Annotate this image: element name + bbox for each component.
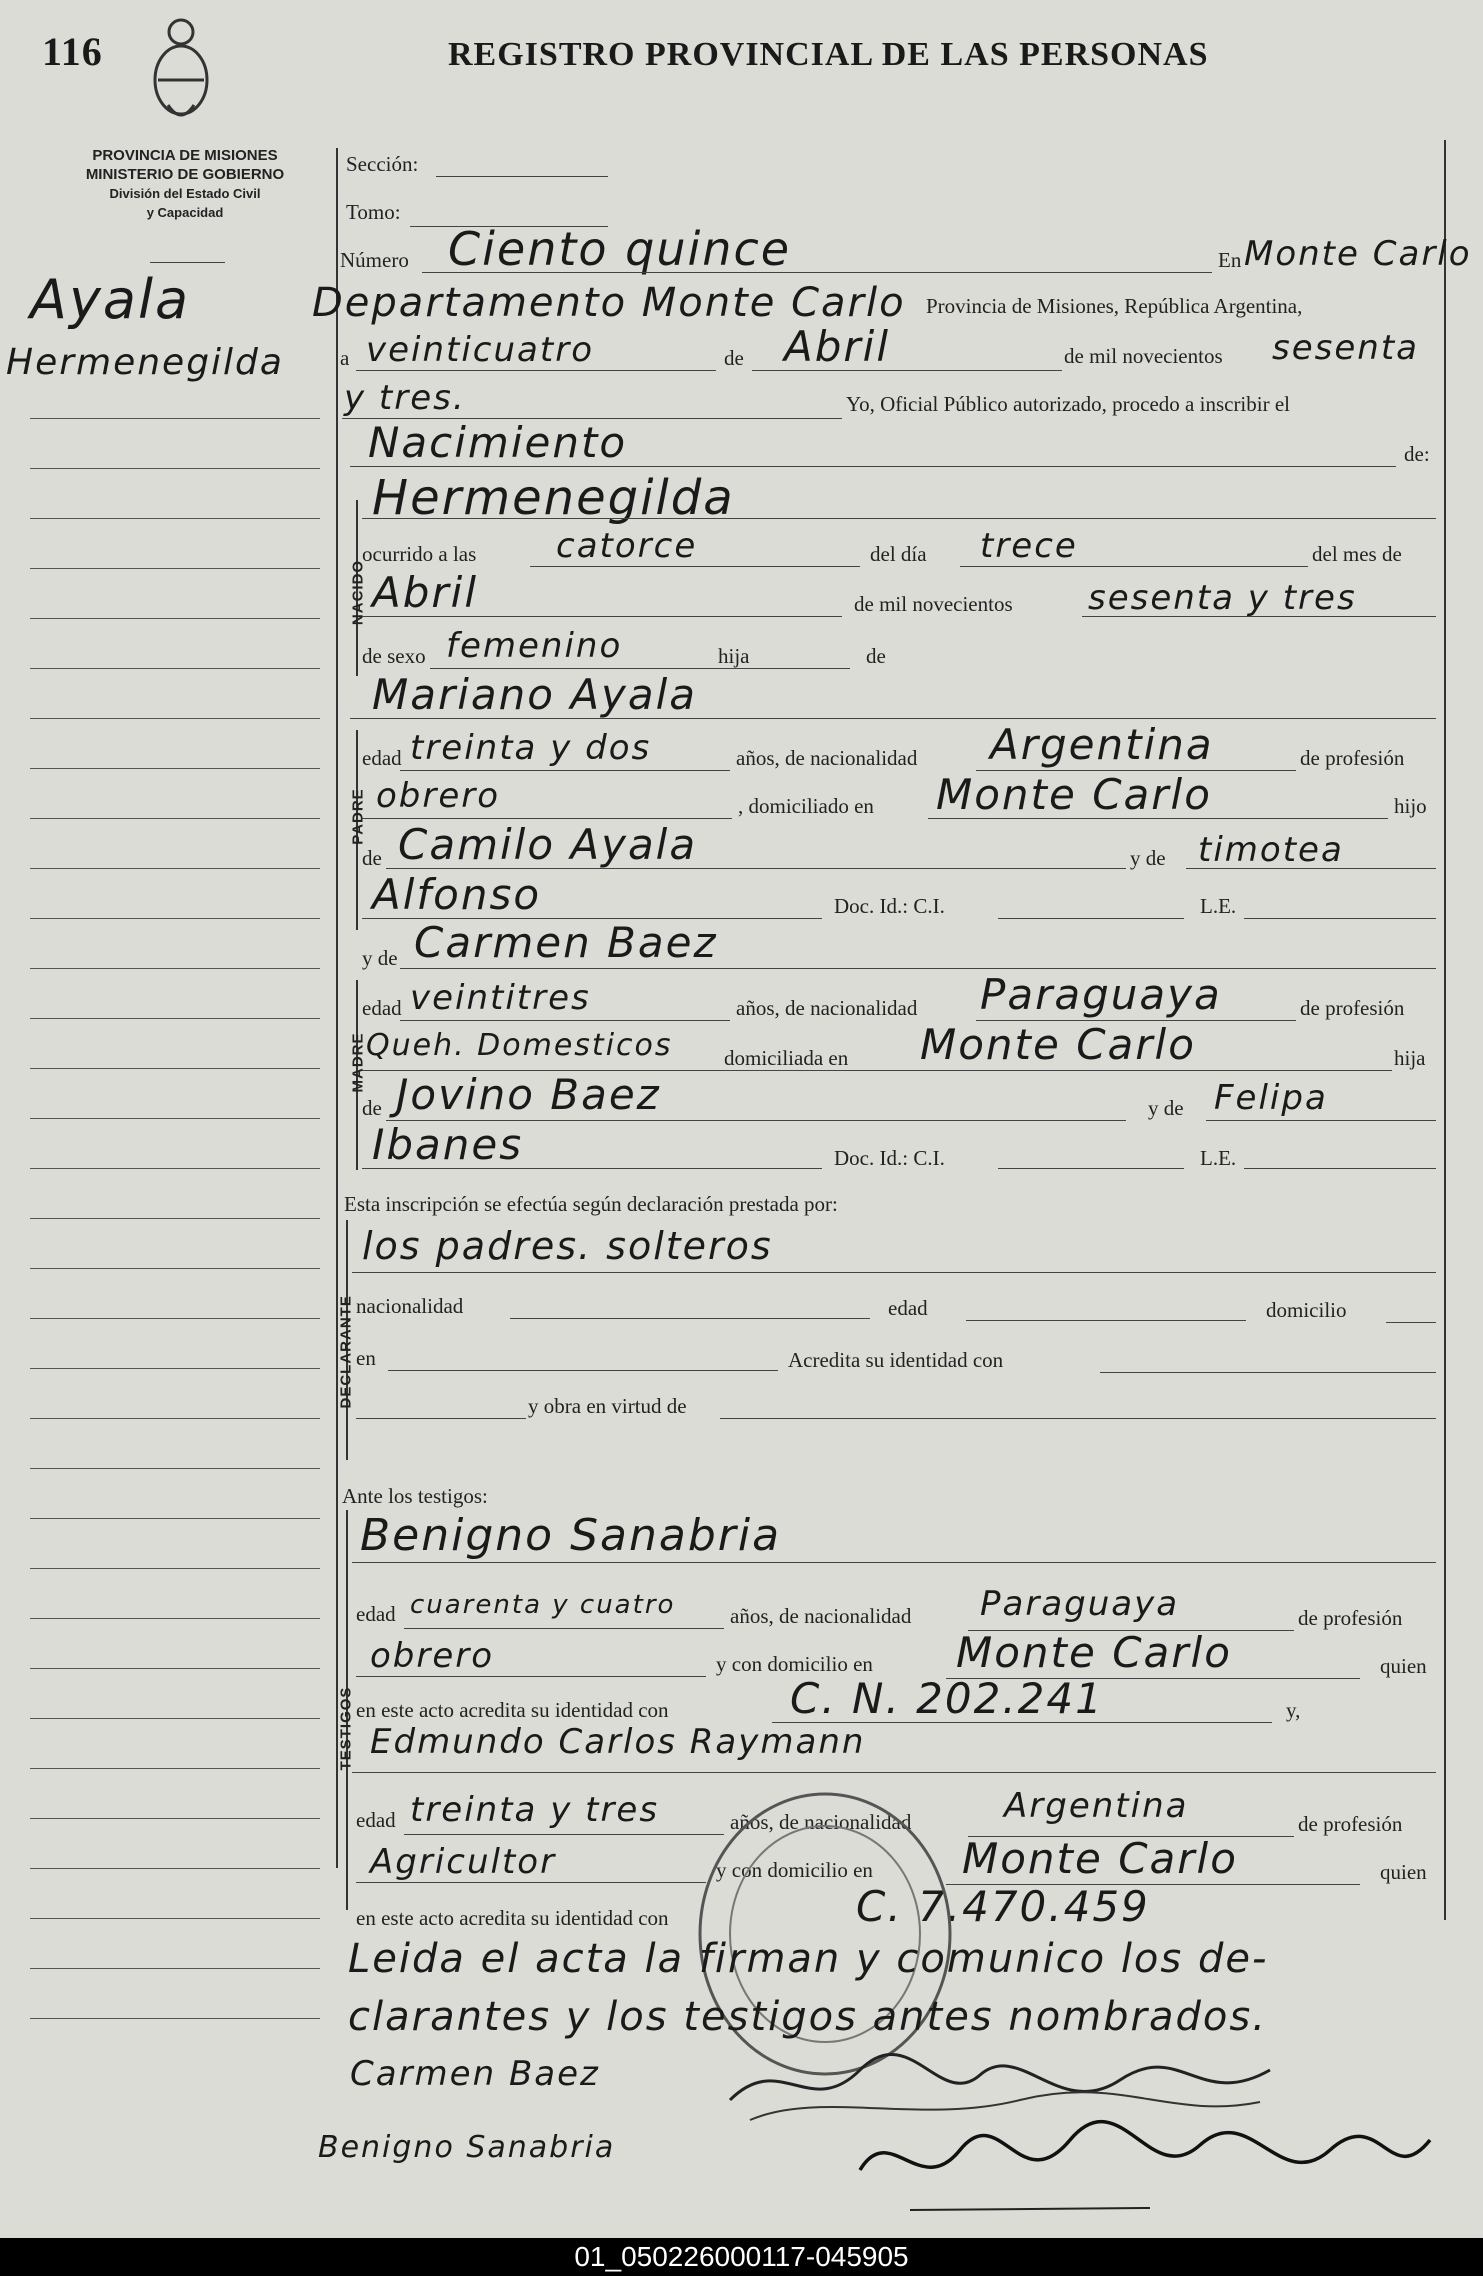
margin-ruled-line [30, 868, 320, 869]
field-madre-nac: Paraguaya [980, 970, 1222, 1019]
field-t2-prof: Agricultor [370, 1842, 557, 1882]
margin-ruled-line [30, 1418, 320, 1419]
margin-ruled-line [30, 2018, 320, 2019]
field-declarante: los padres. solteros [362, 1224, 773, 1268]
margin-ruled-line [30, 1668, 320, 1669]
margin-ruled-line [30, 818, 320, 819]
page-number: 116 [42, 29, 103, 74]
field-padre: Mariano Ayala [372, 670, 698, 719]
field-abuela-pat: timotea [1198, 830, 1344, 870]
official-signature [850, 2110, 1440, 2220]
margin-ruled-line [30, 518, 320, 519]
field-abuela-pat2: Alfonso [372, 870, 542, 919]
field-padre-edad: treinta y dos [410, 728, 652, 768]
field-testigo1: Benigno Sanabria [360, 1510, 782, 1561]
field-mes: Abril [784, 322, 890, 371]
margin-ruled-line [30, 1468, 320, 1469]
margin-ruled-line [30, 768, 320, 769]
margin-ruled-line [30, 718, 320, 719]
field-t2-doc: C. 7.470.459 [856, 1882, 1150, 1931]
field-mes-nac: Abril [372, 568, 478, 617]
field-padre-nac: Argentina [990, 720, 1214, 769]
field-madre-prof: Queh. Domesticos [366, 1028, 673, 1063]
margin-ruled-line [30, 1918, 320, 1919]
margin-ruled-line [30, 1968, 320, 1969]
field-sexo: femenino [446, 626, 623, 666]
certificate-page: 116 REGISTRO PROVINCIAL DE LAS PERSONAS PROVINCIA DE MISIONES MINISTERIO DE GOBIERNO División del Estado Civil y Capacidad Ayala Hermenegilda Sección: Tomo: Número Ciento quince En Monte Carlo Departamento Monte Carlo Provincia de Misiones, República Argentina, a veinticuatro de Abril de mil novecientos sesenta y tres. Yo, Oficial Público autorizado, procedo a inscribir el Nacimiento de: NACIDO Hermenegilda ocurrido a las catorce del día trece del mes de Abril de mil novecientos sesenta y tres de sexo femenino hija de Mariano Ayala PADRE edad treinta y dos años, de nacionalidad Argentina de profesión obrero , domiciliado en Monte Carlo hijo de Camilo Ayala y de timotea Alfonso Doc. Id.: C.I. L.E. y de Carmen Baez MADRE edad veintitres años, de nacionalidad Paraguaya de profesión Queh. Domesticos domiciliada en Monte Carlo hija de Jovino Baez y de Felipa Ibanes Doc. Id.: C.I. L.E. Esta inscripción se efectúa según declaración prestada por: DECLARANTE los padres. solteros nacionalidad edad domicilio en Acredita su identidad con y obra en virtud de Ante los testigos: TESTIGOS Benigno Sanabria edad cuarenta y cuatro años, de nacionalidad Paraguaya de profesión obrero y con domicilio en Monte Carlo quien en este acto acredita su identidad con C. N. 202.241 y, Edmundo Carlos Raymann edad treinta y tres años, de nacionalidad Argentina de profesión Agricultor y con domicilio en Monte Carlo quien en este acto acredita su identidad con C. 7.470.459 Leida el acta la firman y comunico los de- clarantes y los testigos antes nombrados. Carmen Baez Benigno Sanabria [0, 0, 1483, 2238]
margin-ruled-line [30, 568, 320, 569]
document-title: REGISTRO PROVINCIAL DE LAS PERSONAS [448, 36, 1209, 73]
field-t1-doc: C. N. 202.241 [790, 1674, 1104, 1723]
field-t1-dom: Monte Carlo [956, 1628, 1232, 1677]
field-anio-cont: y tres. [344, 378, 466, 418]
margin-ruled-line [30, 1168, 320, 1169]
field-departamento: Departamento Monte Carlo [312, 280, 906, 326]
margin-ruled-line [30, 1518, 320, 1519]
coat-of-arms-icon [148, 10, 214, 130]
field-lugar: Monte Carlo [1244, 234, 1472, 274]
margin-ruled-line [30, 1318, 320, 1319]
margin-ruled-line [30, 1218, 320, 1219]
margin-surname: Ayala [30, 268, 191, 331]
field-madre: Carmen Baez [414, 918, 718, 967]
margin-ruled-line [30, 968, 320, 969]
field-padre-prof: obrero [376, 776, 501, 816]
margin-ruled-line [30, 918, 320, 919]
field-testigo2: Edmundo Carlos Raymann [370, 1722, 866, 1762]
margin-ruled-line [30, 418, 320, 419]
closing-line-1: Leida el acta la firman y comunico los de- [348, 1936, 1269, 1982]
signature-testigo1: Benigno Sanabria [318, 2130, 616, 2165]
right-margin-line [1444, 140, 1446, 1920]
signature-madre: Carmen Baez [350, 2054, 600, 2094]
margin-ruled-line [30, 1268, 320, 1269]
margin-ruled-line [30, 618, 320, 619]
margin-ruled-line [30, 1118, 320, 1119]
field-t2-edad: treinta y tres [410, 1790, 660, 1830]
field-hora: catorce [556, 526, 698, 566]
margin-ruled-line [30, 1068, 320, 1069]
field-abuela-mat: Felipa [1214, 1078, 1328, 1118]
main-margin-line [336, 148, 338, 1868]
margin-ruled-line [30, 1368, 320, 1369]
field-nombre: Hermenegilda [372, 470, 735, 526]
margin-ruled-line [30, 1618, 320, 1619]
margin-ruled-line [30, 1818, 320, 1819]
field-abuelo-pat: Camilo Ayala [398, 820, 698, 869]
margin-ruled-line [30, 1568, 320, 1569]
margin-ruled-line [30, 1718, 320, 1719]
closing-line-2: clarantes y los testigos antes nombrados. [348, 1994, 1267, 2040]
margin-ruled-line [30, 1768, 320, 1769]
field-dia-nac: trece [980, 526, 1078, 566]
margin-ruled-line [30, 668, 320, 669]
field-padre-dom: Monte Carlo [936, 770, 1212, 819]
field-dia: veinticuatro [366, 330, 594, 370]
field-anio-nac: sesenta y tres [1088, 578, 1357, 618]
field-t1-nac: Paraguaya [980, 1584, 1180, 1624]
margin-ruled-line [30, 1018, 320, 1019]
field-anio: sesenta [1272, 328, 1419, 368]
margin-ruled-line [30, 468, 320, 469]
field-t1-prof: obrero [370, 1636, 495, 1676]
field-acto: Nacimiento [368, 418, 628, 467]
field-abuelo-mat: Jovino Baez [396, 1070, 661, 1119]
field-t2-dom: Monte Carlo [962, 1834, 1238, 1883]
margin-given-name: Hermenegilda [6, 342, 284, 383]
field-numero: Ciento quince [448, 222, 792, 276]
field-t1-edad: cuarenta y cuatro [410, 1590, 676, 1620]
field-madre-dom: Monte Carlo [920, 1020, 1196, 1069]
margin-ruled-line [30, 1868, 320, 1869]
field-abuela-mat2: Ibanes [372, 1120, 524, 1169]
field-t2-nac: Argentina [1004, 1786, 1189, 1826]
image-id-footer: 01_050226000117-045905 [0, 2238, 1483, 2276]
ministry-block: PROVINCIA DE MISIONES MINISTERIO DE GOBIERNO División del Estado Civil y Capacidad [85, 147, 285, 220]
field-madre-edad: veintitres [410, 978, 591, 1018]
